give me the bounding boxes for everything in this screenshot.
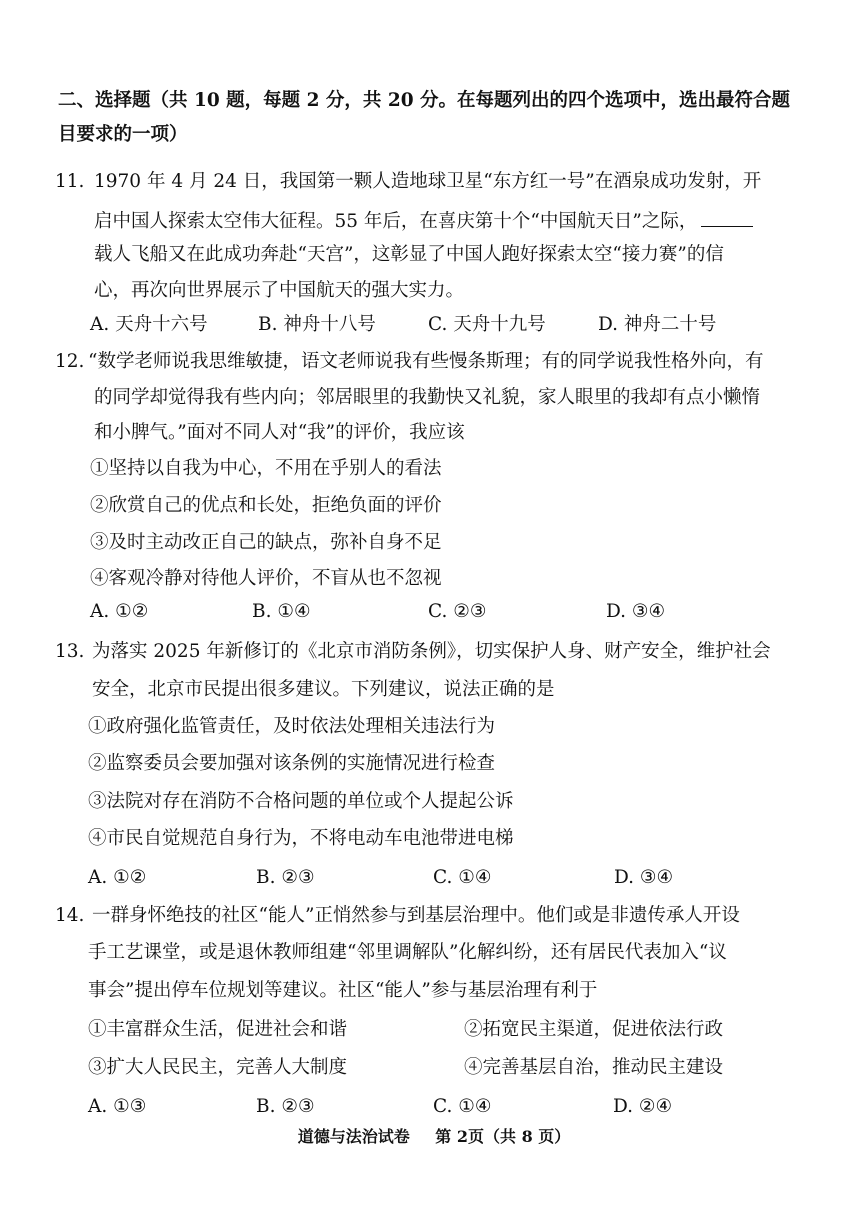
statement-item: ④完善基层自治，推动民主建设 — [464, 1057, 724, 1078]
question-number: 13. — [55, 641, 85, 662]
question-text-line: “数学老师说我思维敏捷，语文老师说我有些慢条斯理；有的同学说我性格外向，有 — [88, 351, 764, 372]
statement-item: ②欣赏自己的优点和长处，拒绝负面的评价 — [90, 495, 442, 516]
option-c: C. ①④ — [433, 1096, 492, 1117]
option-c: C. 天舟十九号 — [428, 314, 546, 335]
statement-item: ①坚持以自我为中心，不用在乎别人的看法 — [90, 458, 442, 479]
option-a: A. ①③ — [88, 1096, 147, 1117]
option-d: D. ③④ — [606, 601, 666, 622]
question-number: 11. — [55, 171, 85, 192]
question-text-line: 和小脾气。”面对不同人对“我”的评价，我应该 — [94, 422, 465, 443]
option-c: C. ①④ — [433, 867, 492, 888]
question-number: 14. — [55, 905, 85, 926]
question-text-line: 安全，北京市民提出很多建议。下列建议，说法正确的是 — [92, 679, 555, 700]
section-heading-line2: 目要求的一项） — [58, 124, 188, 145]
question-text-line: 载人飞船又在此成功奔赴“天宫”，这彰显了中国人跑好探索太空“接力赛”的信 — [94, 244, 724, 265]
question-text-line: 为落实 2025 年新修订的《北京市消防条例》，切实保护人身、财产安全，维护社会 — [92, 641, 771, 662]
footer-subject: 道德与法治试卷 — [297, 1127, 410, 1146]
option-a: A. ①② — [90, 601, 149, 622]
statement-item: ③扩大人民民主，完善人大制度 — [88, 1057, 348, 1078]
question-text-line: 手工艺课堂，或是退休教师组建“邻里调解队”化解纠纷，还有居民代表加入“议 — [88, 942, 727, 963]
question-text-line: 的同学却觉得我有些内向；邻居眼里的我勤快又礼貌，家人眼里的我却有点小懒惰 — [94, 387, 761, 408]
statement-item: ①政府强化监管责任，及时依法处理相关违法行为 — [88, 716, 496, 737]
footer-page-number: 第 2页（共 8 页） — [435, 1127, 571, 1146]
statement-item: ③法院对存在消防不合格问题的单位或个人提起公诉 — [88, 791, 514, 812]
option-a: A. ①② — [88, 867, 147, 888]
statement-item: ④客观冷静对待他人评价，不盲从也不忽视 — [90, 568, 442, 589]
question-text-line: 1970 年 4 月 24 日，我国第一颗人造地球卫星“东方红一号”在酒泉成功发射，开 — [94, 171, 762, 192]
option-d: D. 神舟二十号 — [598, 314, 717, 335]
option-b: B. 神舟十八号 — [258, 314, 376, 335]
question-text-line: 一群身怀绝技的社区“能人”正悄然参与到基层治理中。他们或是非遗传承人开设 — [92, 905, 740, 926]
option-d: D. ③④ — [614, 867, 674, 888]
option-b: B. ②③ — [256, 1096, 315, 1117]
statement-item: ③及时主动改正自己的缺点，弥补自身不足 — [90, 532, 442, 553]
option-b: B. ①④ — [252, 601, 311, 622]
question-text-line: 事会”提出停车位规划等建议。社区“能人”参与基层治理有利于 — [88, 980, 598, 1001]
question-text-line: 启中国人探索太空伟大征程。55 年后，在喜庆第十个“中国航天日”之际， — [94, 210, 753, 234]
answer-blank — [701, 210, 753, 227]
option-b: B. ②③ — [256, 867, 315, 888]
option-a: A. 天舟十六号 — [90, 314, 208, 335]
statement-item: ②拓宽民主渠道，促进依法行政 — [464, 1019, 724, 1040]
statement-item: ①丰富群众生活，促进社会和谐 — [88, 1019, 348, 1040]
section-heading-line1: 二、选择题（共 10 题，每题 2 分，共 20 分。在每题列出的四个选项中，选出最符合题 — [58, 90, 791, 111]
option-c: C. ②③ — [428, 601, 487, 622]
question-text-line: 心，再次向世界展示了中国航天的强大实力。 — [94, 280, 465, 301]
statement-item: ②监察委员会要加强对该条例的实施情况进行检查 — [88, 753, 496, 774]
page-footer — [0, 1124, 868, 1147]
statement-item: ④市民自觉规范自身行为，不将电动车电池带进电梯 — [88, 828, 514, 849]
question-number: 12. — [55, 351, 85, 372]
option-d: D. ②④ — [613, 1096, 673, 1117]
